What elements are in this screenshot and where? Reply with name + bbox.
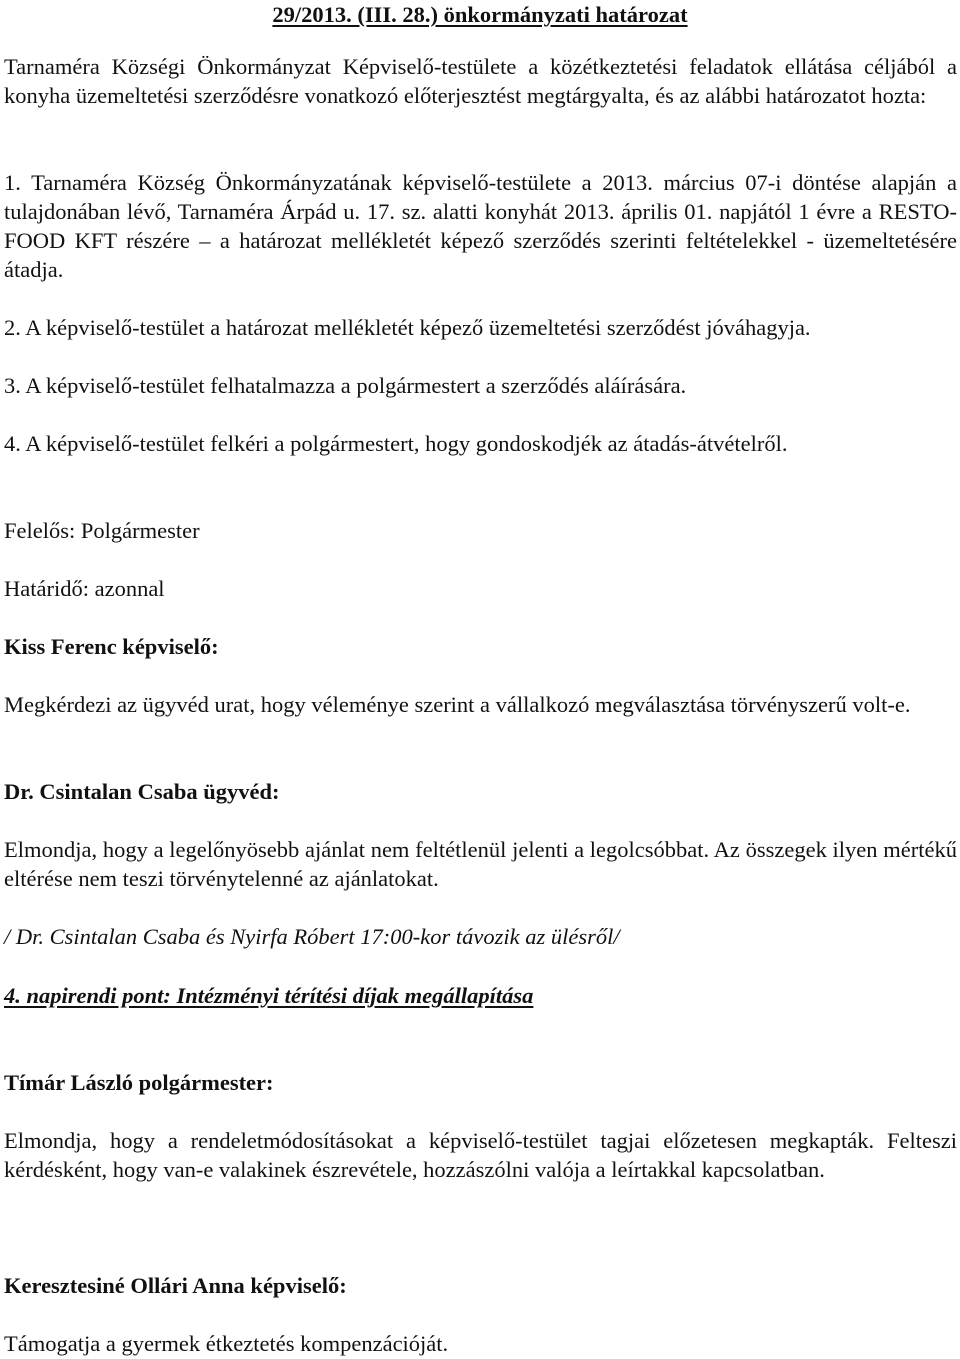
speaker-text: Támogatja a gyermek étkeztetés kompenzációját. [4, 1331, 449, 1356]
agenda-item-heading: 4. napirendi pont: Intézményi térítési díjak megállapítása [4, 983, 534, 1008]
departure-note: / Dr. Csintalan Csaba és Nyirfa Róbert 17:00-kor távozik az ülésről/ [4, 924, 620, 949]
deadline-line: Határidő: azonnal [4, 576, 165, 601]
speaker-heading: Dr. Csintalan Csaba ügyvéd: [4, 779, 280, 804]
speaker-text: Megkérdezi az ügyvéd urat, hogy véleménye szerint a vállalkozó megválasztása törvényszerű volt-e. [4, 692, 911, 717]
speaker-heading: Keresztesiné Ollári Anna képviselő: [4, 1273, 347, 1298]
resolution-item-1: 1. Tarnaméra Község Önkormányzatának képviselő-testülete a 2013. március 07-i döntése alapján a tulajdonában lévő, Tarnaméra Árpád u. 17. sz. alatti konyhát 2013. április 01. napjától 1 évre a RESTO-FOOD KFT részére – a határozat mellékletét képező szerződés szerinti feltételekkel - üzemeltetésére átadja. [4, 170, 957, 282]
intro-paragraph: Tarnaméra Községi Önkormányzat Képviselő-testülete a közétkeztetési feladatok ellátása céljából a konyha üzemeltetési szerződésre vonatkozó előterjesztést megtárgyalta, és az alábbi határozatot hozta: [4, 54, 957, 108]
resolution-item-3: 3. A képviselő-testület felhatalmazza a polgármestert a szerződés aláírására. [4, 373, 687, 398]
speaker-heading: Tímár László polgármester: [4, 1070, 274, 1095]
resolution-item-4: 4. A képviselő-testület felkéri a polgármestert, hogy gondoskodjék az átadás-átvételről. [4, 431, 788, 456]
resolution-title: 29/2013. (III. 28.) önkormányzati határozat [272, 2, 688, 27]
speaker-text: Elmondja, hogy a rendeletmódosításokat a képviselő-testület tagjai előzetesen megkapták. Felteszi kérdésként, hogy van-e valakinek észrevétele, hozzászólni valója a leírtakkal kapcsolatban. [4, 1128, 957, 1182]
speaker-text: Elmondja, hogy a legelőnyösebb ajánlat nem feltétlenül jelenti a legolcsóbbat. Az összegek ilyen mértékű eltérése nem teszi törvénytelenné az ajánlatokat. [4, 837, 957, 891]
speaker-heading: Kiss Ferenc képviselő: [4, 634, 219, 659]
responsible-line: Felelős: Polgármester [4, 518, 200, 543]
resolution-item-2: 2. A képviselő-testület a határozat mellékletét képező üzemeltetési szerződést jóváhagyja. [4, 315, 811, 340]
